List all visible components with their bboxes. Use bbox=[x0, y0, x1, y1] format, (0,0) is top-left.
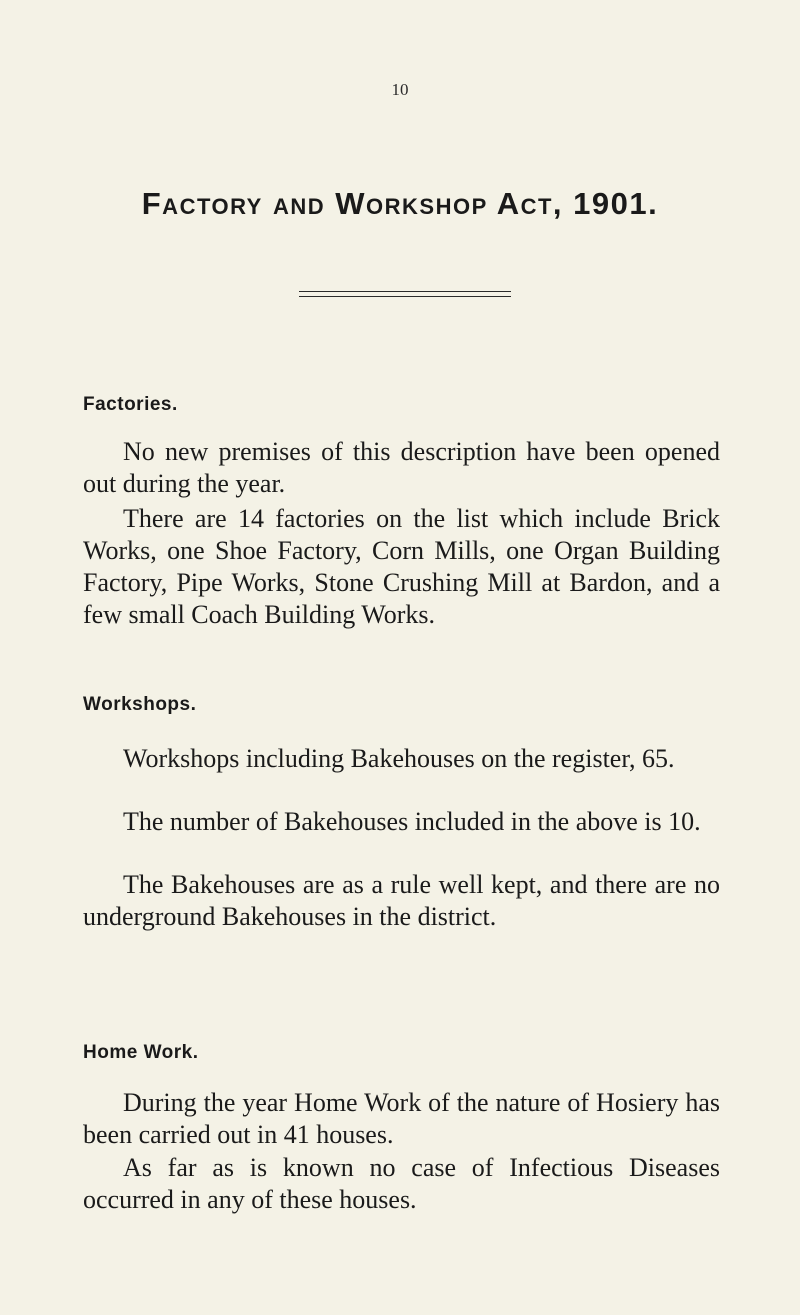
factories-paragraph-1: No new premises of this description have been opened out during the year. bbox=[83, 437, 720, 498]
workshops-paragraph-1: Workshops including Bakehouses on the register, 65. bbox=[123, 744, 675, 773]
title-rule-top bbox=[299, 291, 511, 292]
workshops-paragraph-2: The number of Bakehouses included in the above is 10. bbox=[123, 807, 701, 836]
home-work-paragraph-2: As far as is known no case of Infectious Diseases occurred in any of these houses. bbox=[83, 1153, 720, 1214]
page-number: 10 bbox=[391, 80, 409, 99]
section-heading-workshops: Workshops. bbox=[83, 694, 197, 715]
home-work-paragraph-1: During the year Home Work of the nature of Hosiery has been carried out in 41 houses. bbox=[83, 1088, 720, 1149]
section-heading-factories: Factories. bbox=[83, 394, 178, 415]
section-heading-home-work: Home Work. bbox=[83, 1042, 199, 1063]
title-rule-bottom bbox=[299, 296, 511, 297]
page-title: Factory and Workshop Act, 1901. bbox=[141, 186, 659, 221]
factories-paragraph-2: There are 14 factories on the list which include Brick Works, one Shoe Factory, Corn Mills, one Organ Building Factory, Pipe Works, Stone Crushing Mill at Bardon, and a few small Coach Building Works. bbox=[83, 504, 720, 629]
workshops-paragraph-3: The Bakehouses are as a rule well kept, and there are no underground Bakehouses in the district. bbox=[83, 870, 720, 931]
